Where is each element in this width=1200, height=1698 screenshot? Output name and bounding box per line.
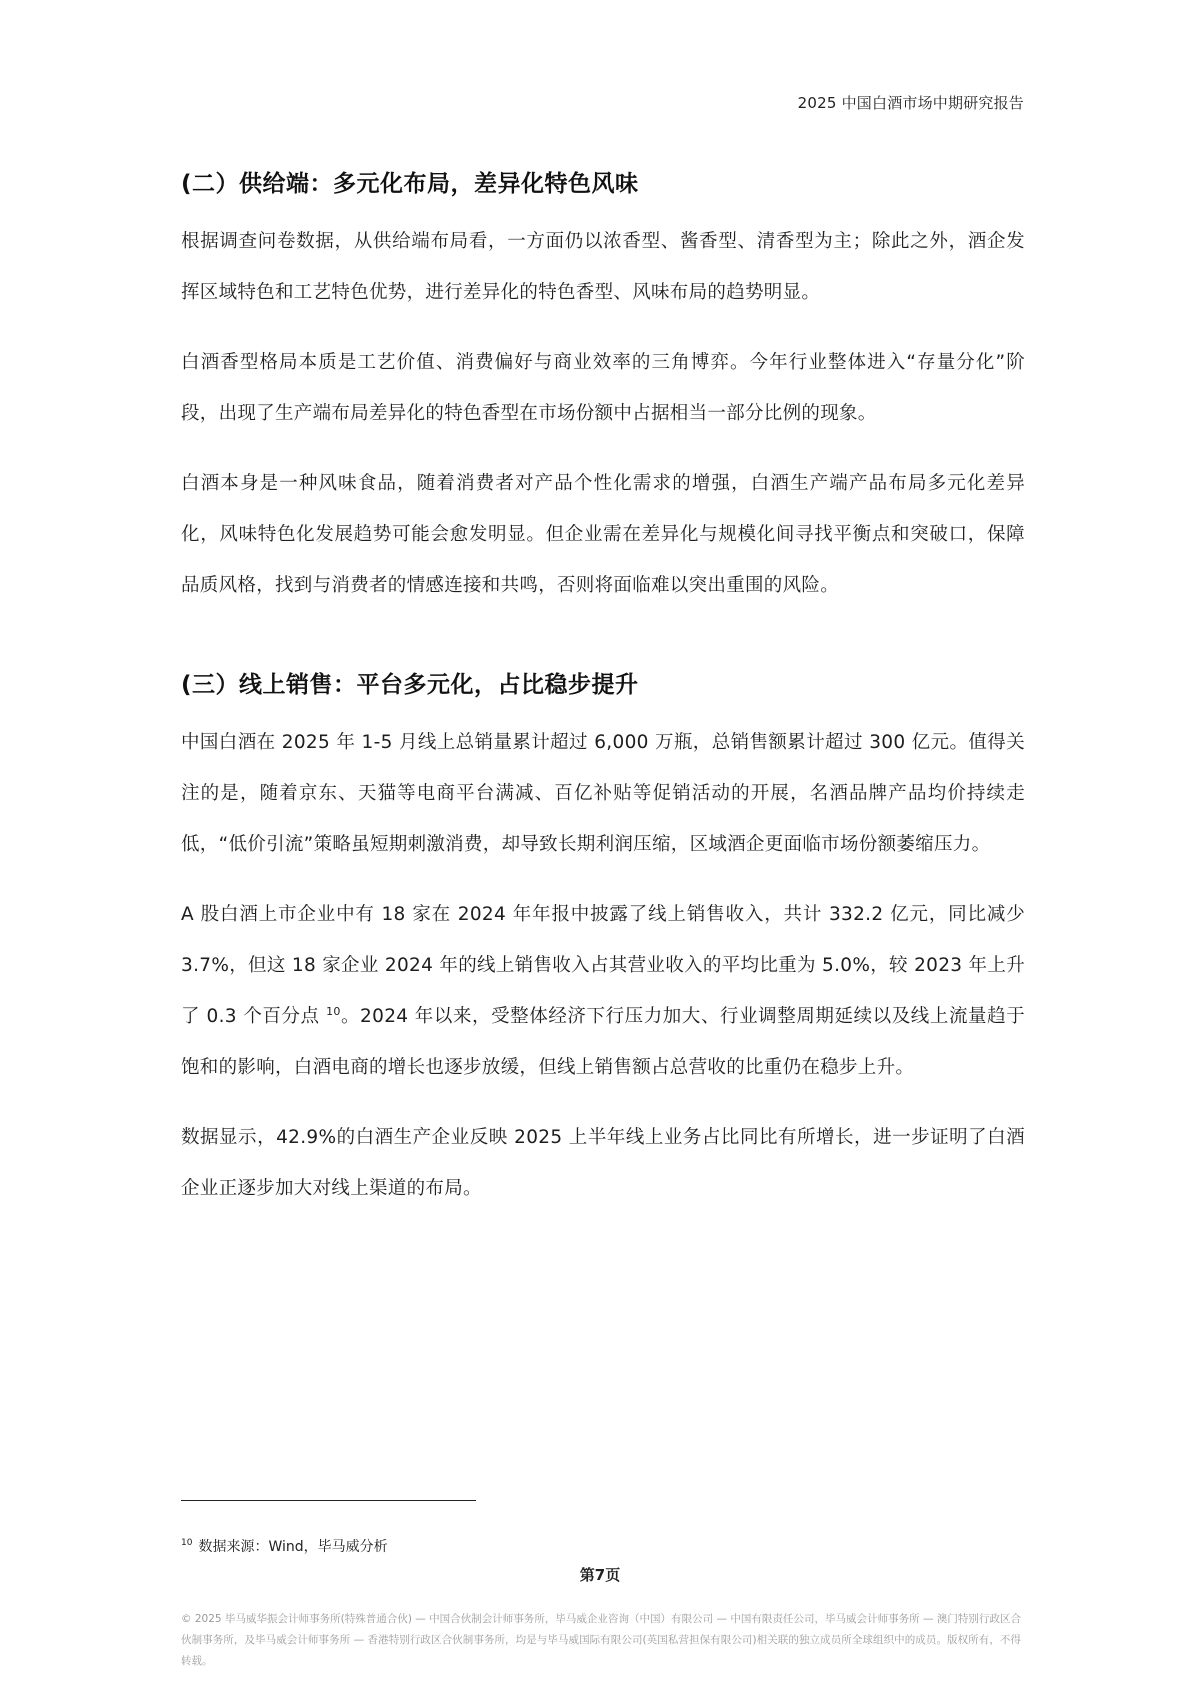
paragraph-text: A 股白酒上市企业中有 18 家在 2024 年年报中披露了线上销售收入，共计 332.2 亿元，同比减少 3.7%，但这 18 家企业 2024 年的线上销售收入占其营业收入的平均比重为 5.0%，较 2023 年上升了 0.3 个百分点 (181, 904, 1025, 1027)
footnote (181, 1536, 388, 1556)
page-number: 第7页 (579, 1566, 621, 1584)
footnote-divider (181, 1500, 476, 1501)
paragraph: 中国白酒在 2025 年 1-5 月线上总销量累计超过 6,000 万瓶，总销售额累计超过 300 亿元。值得关注的是，随着京东、天猫等电商平台满减、百亿补贴等促销活动的开展，名酒品牌产品均价持续走低，“低价引流”策略虽短期刺激消费，却导致长期利润压缩，区域酒企更面临市场份额萎缩压力。 (181, 732, 1025, 855)
footnote-text: 数据来源：Wind，毕马威分析 (198, 1539, 388, 1555)
paragraph (181, 889, 1025, 1093)
running-header: 2025 中国白酒市场中期研究报告 (797, 94, 1024, 112)
paragraph-text: 。2024 年以来，受整体经济下行压力加大、行业调整周期延续以及线上流量趋于饱和的影响，白酒电商的增长也逐步放缓，但线上销售额占总营收的比重仍在稳步上升。 (181, 1006, 1025, 1078)
footnote-reference[interactable]: 10 (326, 1004, 341, 1018)
section-heading-online-sales: (三）线上销售：平台多元化，占比稳步提升 (181, 672, 639, 698)
paragraph: 根据调查问卷数据，从供给端布局看，一方面仍以浓香型、酱香型、清香型为主；除此之外，酒企发挥区域特色和工艺特色优势，进行差异化的特色香型、风味布局的趋势明显。 (181, 231, 1025, 303)
section-heading-supply: (二）供给端：多元化布局，差异化特色风味 (181, 171, 639, 197)
paragraph: 数据显示，42.9%的白酒生产企业反映 2025 上半年线上业务占比同比有所增长，进一步证明了白酒企业正逐步加大对线上渠道的布局。 (181, 1127, 1025, 1199)
copyright-notice: © 2025 毕马威华振会计师事务所(特殊普通合伙) — 中国合伙制会计师事务所，毕马威企业咨询（中国）有限公司 — 中国有限责任公司，毕马威会计师事务所 — 澳门特别行政区合伙制事务所，及毕马威会计师事务所 — 香港特别行政区合伙制事务所，均是与毕马威国际有限公司(英国私营担保有限公司)相关联的独立成员所全球组织中的成员。版权所有，不得转载。 (181, 1613, 1021, 1667)
paragraph: 白酒香型格局本质是工艺价值、消费偏好与商业效率的三角博弈。今年行业整体进入“存量分化”阶段，出现了生产端布局差异化的特色香型在市场份额中占据相当一部分比例的现象。 (181, 352, 1025, 424)
footnote-number: 10 (181, 1538, 193, 1549)
paragraph: 白酒本身是一种风味食品，随着消费者对产品个性化需求的增强，白酒生产端产品布局多元化差异化，风味特色化发展趋势可能会愈发明显。但企业需在差异化与规模化间寻找平衡点和突破口，保障品质风格，找到与消费者的情感连接和共鸣，否则将面临难以突出重围的风险。 (181, 473, 1025, 596)
main-content (181, 160, 1025, 1214)
